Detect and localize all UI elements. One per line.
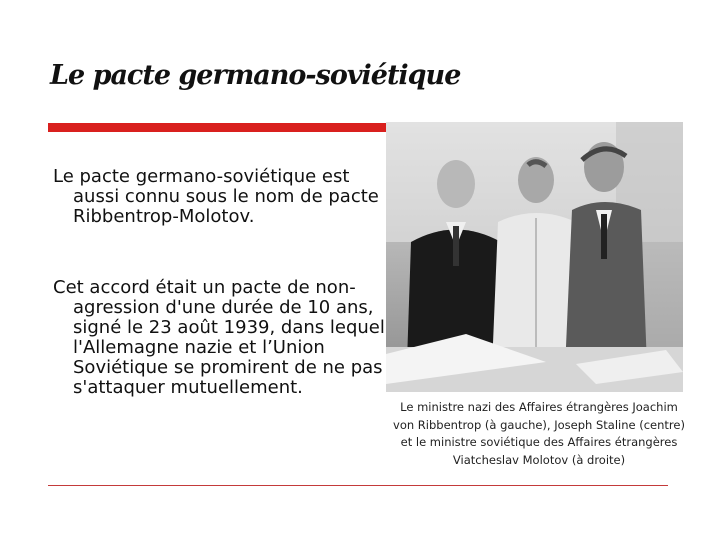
title-accent-bar xyxy=(48,123,388,132)
paragraph-2: Cet accord était un pacte de non-agression d'une durée de 10 ans, signé le 23 août 1939, dans lequel l'Allemagne nazie et l’Union Soviétique se promirent de ne pas s'attaquer mutuellement. xyxy=(53,277,385,398)
footer-rule xyxy=(48,485,668,486)
photo-caption: Le ministre nazi des Affaires étrangères Joachim von Ribbentrop (à gauche), Joseph Staline (centre) et le ministre soviétique des Affaires étrangères Viatcheslav Molotov (à droite) xyxy=(393,400,685,467)
slide-title: Le pacte germano-soviétique xyxy=(50,60,461,91)
paragraph-1: Le pacte germano-soviétique est aussi connu sous le nom de pacte Ribbentrop-Molotov. xyxy=(53,166,379,227)
historical-photo xyxy=(386,122,683,392)
photo-illustration xyxy=(386,122,683,392)
